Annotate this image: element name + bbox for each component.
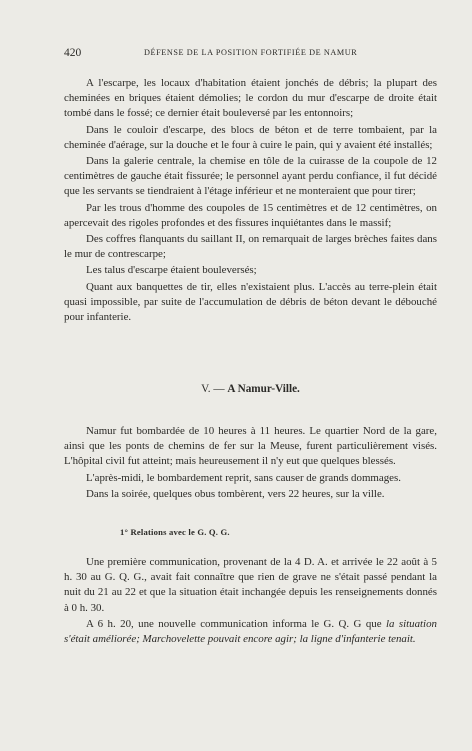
page-header [64, 47, 434, 61]
paragraph: Dans la galerie centrale, la chemise en tôle de la cuirasse de la coupole de 12 centimètres de gauche était fissurée; le personnel ayant perdu confiance, il fut décidé que les servants se tiendraient à l'étage inférieur et ne monteraient que pour tirer; [64, 155, 437, 198]
paragraph: Par les trous d'homme des coupoles de 15 centimètres et de 12 centimètres, on apercevait des rigoles profondes et des fissures inquiétantes dans le massif; [64, 201, 437, 229]
paragraph [64, 617, 437, 647]
paragraph: Les talus d'escarpe étaient bouleversés; [86, 264, 257, 277]
italic-quote: la situation s'était améliorée; Marchovelette pouvait encore agir; la ligne d'infanterie tenait. [64, 617, 437, 646]
section-title: A Namur-Ville. [227, 383, 300, 395]
paragraph: Dans la soirée, quelques obus tombèrent, vers 22 heures, sur la ville. [86, 487, 385, 500]
running-head: DÉFENSE DE LA POSITION FORTIFIÉE DE NAMUR [144, 48, 358, 57]
subsection-heading: 1° Relations avec le G. Q. G. [120, 527, 230, 537]
paragraph: Quant aux banquettes de tir, elles n'existaient plus. L'accès au terre-plein était quasi impossible, par suite de l'accumulation de débris de béton devant le débouché pour infanterie. [64, 280, 437, 324]
body-text-section-2 [64, 424, 437, 503]
paragraph: Namur fut bombardée de 10 heures à 11 heures. Le quartier Nord de la gare, ainsi que les ponts de chemins de fer sur la Meuse, furent particulièrement visés. L'hôpital civil fut atteint; mais heureusement il n'y eut que quelques blessés. [64, 425, 437, 468]
paragraph: Dans le couloir d'escarpe, des blocs de béton et de terre tombaient, par la cheminée d'aérage, sur la douche et le four à cuire le pain, qui y avaient été installés; [64, 123, 437, 151]
section-number: V. — [201, 383, 228, 395]
page-number: 420 [64, 47, 82, 59]
body-text-section-3 [64, 555, 437, 648]
paragraph: A l'escarpe, les locaux d'habitation étaient jonchés de débris; la plupart des cheminées en briques étaient démolies; le cordon du mur d'escarpe de droite était tombé dans le fossé; ce dernier était bouleversé par les entonnoirs; [64, 77, 437, 120]
paragraph: L'après-midi, le bombardement reprit, sans causer de grands dommages. [86, 471, 401, 484]
paragraph: Une première communication, provenant de la 4 D. A. et arrivée le 22 août à 5 h. 30 au G. Q. G., avait fait connaître que rien de grave ne s'était passé pendant la nuit du 21 au 22 et que la situation était inchangée depuis les renseignements donnés à 0 h. 30. [64, 556, 437, 614]
section-heading [64, 383, 437, 395]
paragraph-text: A 6 h. 20, une nouvelle communication informa le G. Q. G que [86, 617, 386, 630]
paragraph: Des coffres flanquants du saillant II, on remarquait de larges brèches faites dans le mur de contrescarpe; [64, 233, 437, 261]
body-text-section-1 [64, 76, 437, 326]
